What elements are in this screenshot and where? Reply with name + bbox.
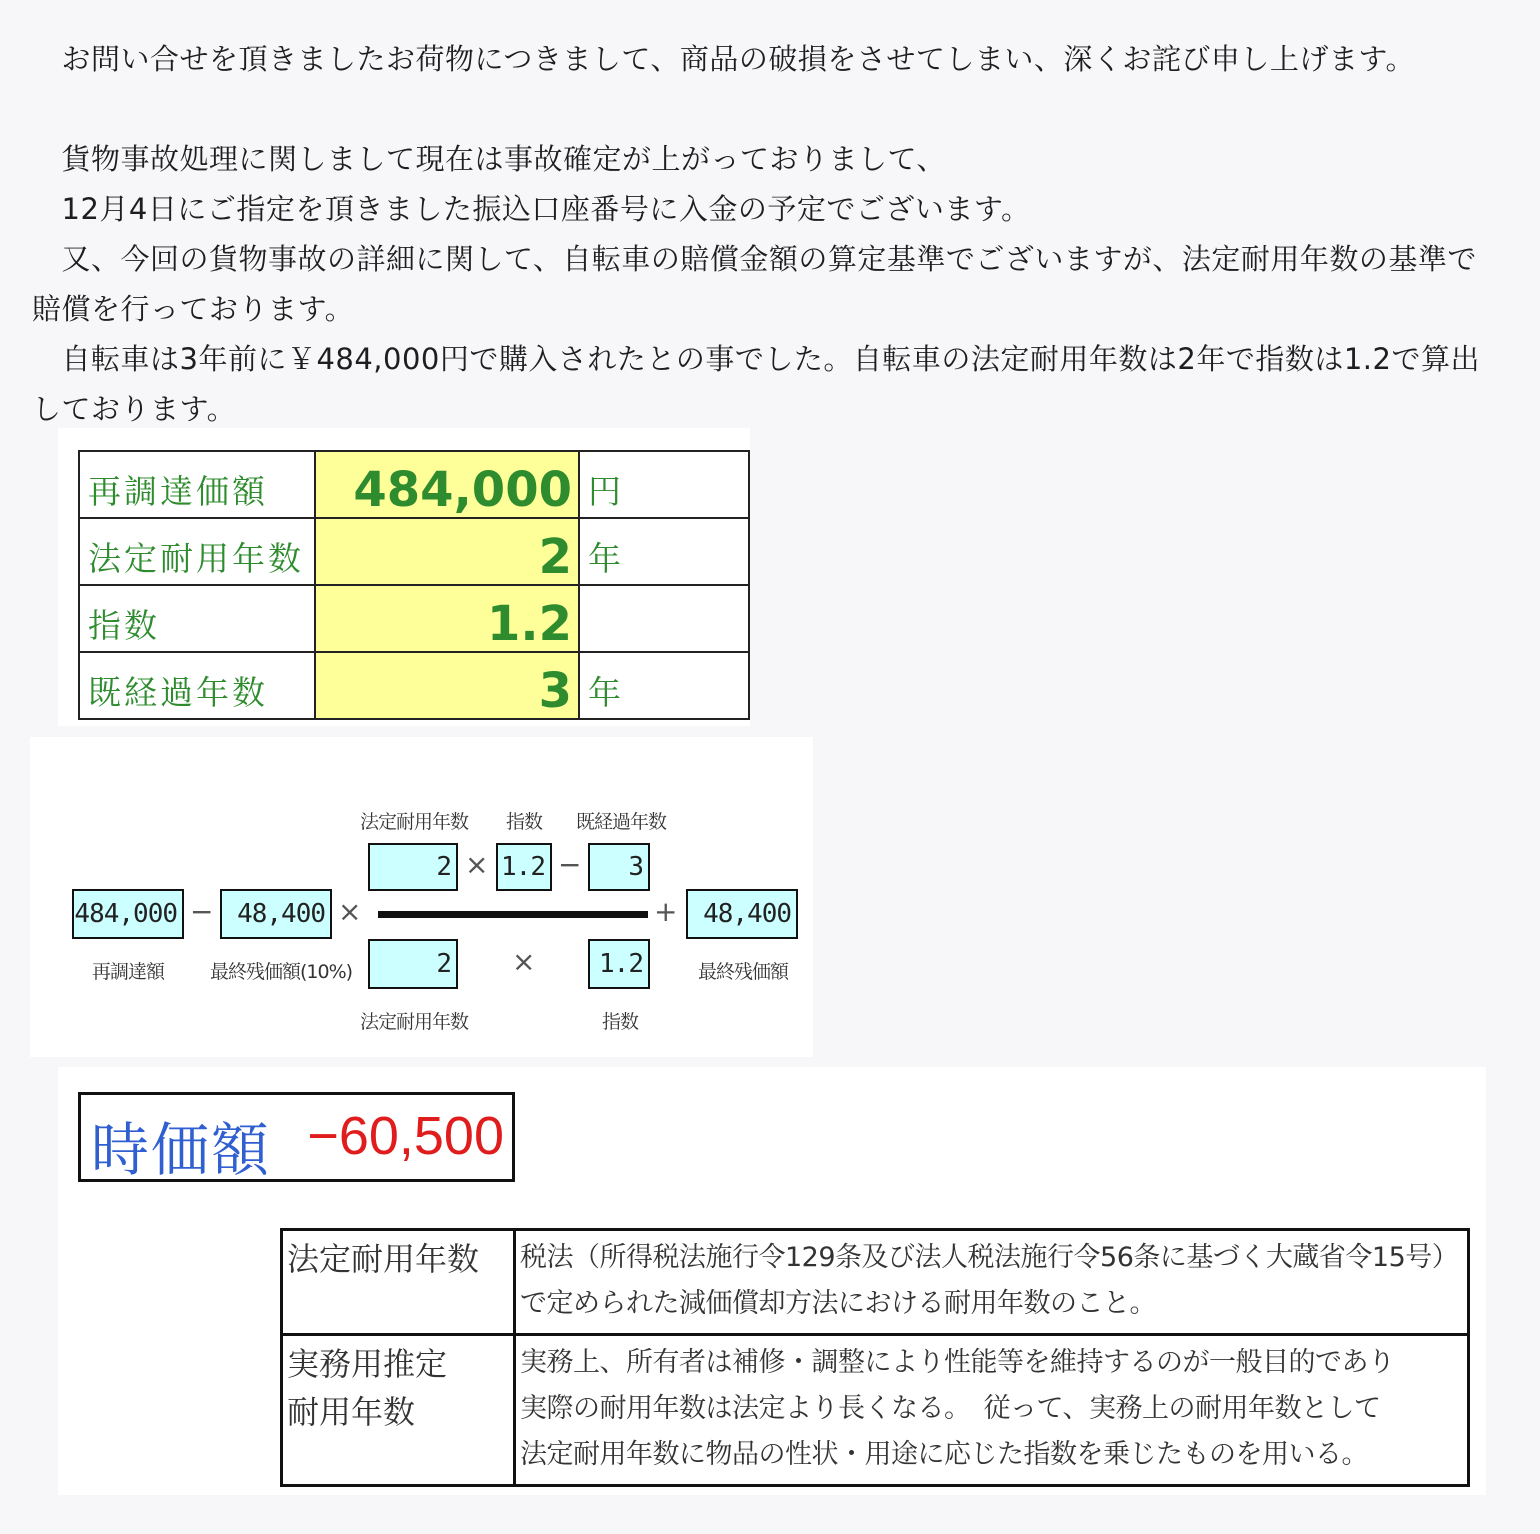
times-sign: × <box>338 895 362 928</box>
param-unit: 年 <box>579 518 749 585</box>
market-value-amount: −60,500 <box>307 1106 504 1166</box>
definition-description: 税法（所得税法施行令129条及び法人税法施行令56条に基づく大蔵省令15号） で定められた減価償却方法における耐用年数のこと。 <box>515 1230 1469 1335</box>
param-value: 1.2 <box>315 585 579 652</box>
replacement-label: 再調達額 <box>92 961 165 983</box>
table-row <box>79 652 749 719</box>
result-residual-label: 最終残価額 <box>698 961 789 983</box>
minus-sign: − <box>190 895 214 928</box>
table-row <box>282 1335 1469 1486</box>
table-row <box>282 1230 1469 1335</box>
final-residual-box: 48,400 <box>220 889 332 939</box>
den-index-label: 指数 <box>602 1011 639 1033</box>
param-unit: 円 <box>579 451 749 518</box>
result-residual-box: 48,400 <box>686 889 798 939</box>
definition-table <box>280 1228 1470 1487</box>
param-value: 3 <box>315 652 579 719</box>
param-label: 既経過年数 <box>79 652 315 719</box>
times-sign: × <box>512 945 536 978</box>
parameter-table <box>78 450 750 720</box>
final-residual-label: 最終残価額(10%) <box>210 961 353 983</box>
num-useful-life-box: 2 <box>368 843 458 891</box>
minus-sign: − <box>558 848 582 881</box>
market-value-box <box>78 1092 515 1182</box>
formula-panel <box>30 737 813 1057</box>
num-index-box: 1.2 <box>496 843 552 891</box>
replacement-value-box: 484,000 <box>72 889 184 939</box>
num-elapsed-box: 3 <box>588 843 650 891</box>
num-index-label: 指数 <box>506 811 543 833</box>
param-unit <box>579 585 749 652</box>
result-panel <box>58 1067 1486 1495</box>
table-row <box>79 585 749 652</box>
apology-paragraph: お問い合せを頂きましたお荷物につきまして、商品の破損をさせてしまい、深くお詫び申し上げます。 <box>32 42 1416 76</box>
bicycle-paragraph: 自転車は3年前に￥484,000円で購入されたとの事でした。自転車の法定耐用年数は2年で指数は1.2で算出しております。 <box>32 342 1480 426</box>
num-useful-life-label: 法定耐用年数 <box>360 811 469 833</box>
definition-term: 法定耐用年数 <box>282 1230 515 1335</box>
param-value: 484,000 <box>315 451 579 518</box>
num-elapsed-label: 既経過年数 <box>576 811 667 833</box>
param-label: 法定耐用年数 <box>79 518 315 585</box>
param-value: 2 <box>315 518 579 585</box>
table-row <box>79 451 749 518</box>
param-label: 再調達価額 <box>79 451 315 518</box>
param-unit: 年 <box>579 652 749 719</box>
den-useful-life-label: 法定耐用年数 <box>360 1011 469 1033</box>
definition-term: 実務用推定 耐用年数 <box>282 1335 515 1486</box>
payment-paragraph: 12月4日にご指定を頂きました振込口座番号に入金の予定でございます。 <box>32 192 1031 226</box>
times-sign: × <box>465 848 489 881</box>
market-value-label: 時価額 <box>91 1116 272 1184</box>
param-label: 指数 <box>79 585 315 652</box>
parameter-panel <box>58 428 750 726</box>
fraction-bar <box>378 911 648 918</box>
den-index-box: 1.2 <box>588 939 650 989</box>
den-useful-life-box: 2 <box>368 939 458 989</box>
plus-sign: + <box>654 895 678 928</box>
table-row <box>79 518 749 585</box>
basis-paragraph: 又、今回の貨物事故の詳細に関して、自転車の賠償金額の算定基準でございますが、法定耐用年数の基準で賠償を行っております。 <box>32 242 1477 326</box>
status-paragraph: 貨物事故処理に関しまして現在は事故確定が上がっておりまして、 <box>32 142 946 176</box>
definition-description: 実務上、所有者は補修・調整により性能等を維持するのが一般目的であり 実際の耐用年数は法定より長くなる。 従って、実務上の耐用年数として 法定耐用年数に物品の性状・用途に応じた指数を乗じたものを用いる。 <box>515 1335 1469 1486</box>
